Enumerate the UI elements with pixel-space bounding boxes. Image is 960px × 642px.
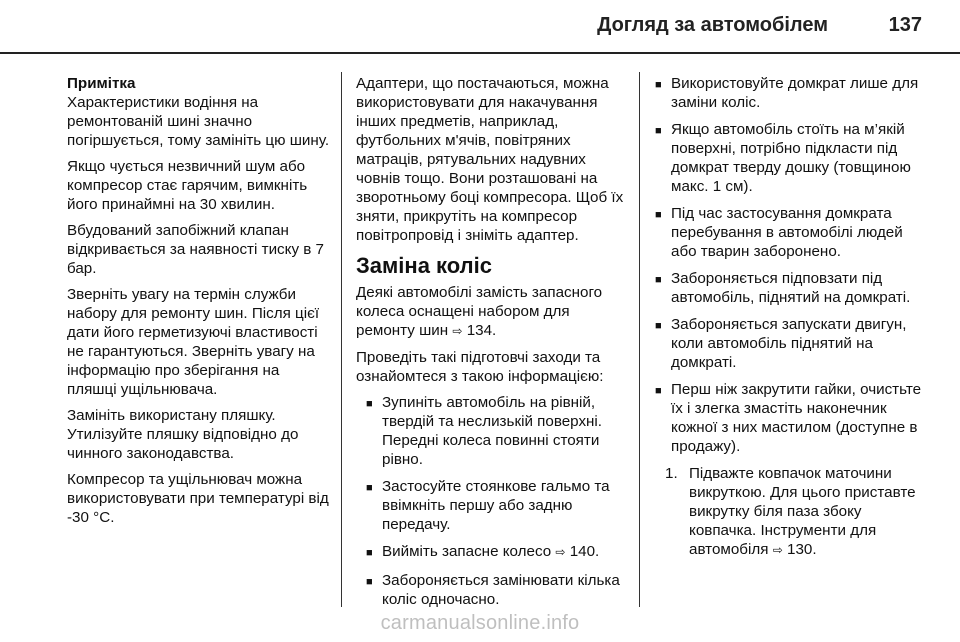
page-reference[interactable]: 140. — [569, 543, 600, 560]
page-title: Догляд за автомобілем — [597, 14, 828, 36]
arrow-reference-icon: ⇨ — [555, 545, 566, 559]
paragraph: Зверніть увагу на термін служби набору для ремонту шин. Після цієї дати його герметизуючі властивості не гарантуються. Зверніть увагу на інформацію про зберігання на пляшці ущільнювача. — [67, 286, 320, 398]
list-item: ■ Застосуйте стоянкове гальмо та ввімкніть першу або задню передачу. — [366, 478, 610, 533]
paragraph: Компресор та ущільнювач можна використовувати при температурі від -30 °C. — [67, 471, 329, 526]
list-item: ■ Забороняється замінювати кілька коліс одночасно. — [366, 572, 620, 608]
square-bullet-icon: ■ — [366, 547, 373, 559]
page-reference[interactable]: 134. — [466, 322, 497, 339]
page-reference[interactable]: 130. — [787, 541, 817, 558]
square-bullet-icon: ■ — [366, 576, 373, 588]
square-bullet-icon: ■ — [655, 79, 662, 91]
list-item: ■ Перш ніж закрутити гайки, очистьте їх і злегка змастіть наконечник кожної з них мастилом (доступне в продажу). — [655, 381, 922, 455]
paragraph: Якщо чується незвичний шум або компресор стає гарячим, вимкніть його принаймні на 30 хвилин. — [67, 158, 308, 213]
list-item — [366, 542, 626, 563]
paragraph-text: Деякі автомобілі замість запасного колеса оснащені набором для ремонту шин — [356, 284, 603, 339]
column-divider — [341, 72, 342, 607]
column-left — [67, 74, 332, 534]
square-bullet-icon: ■ — [655, 209, 662, 221]
column-middle — [356, 74, 626, 617]
page-header — [0, 0, 960, 52]
numbered-step — [665, 464, 930, 560]
list-item: ■ Забороняється запускати двигун, коли автомобіль піднятий на домкраті. — [655, 316, 907, 371]
list-item: ■ Під час застосування домкрата перебування в автомобілі людей або тварин заборонено. — [655, 205, 903, 260]
list-item: ■ Зупиніть автомобіль на рівній, твердій та неслизькій поверхні. Передні колеса повинні стояти рівно. — [366, 394, 603, 468]
square-bullet-icon: ■ — [655, 125, 662, 137]
step-number: 1. — [665, 465, 678, 482]
header-divider — [0, 52, 960, 54]
list-item: ■ Забороняється підповзати під автомобіль, піднятий на домкраті. — [655, 270, 911, 306]
paragraph: Проведіть такі підготовчі заходи та ознайомтеся з такою інформацією: — [356, 349, 604, 385]
list-item: ■ Використовуйте домкрат лише для заміни коліс. — [655, 75, 919, 111]
paragraph: Характеристики водіння на ремонтованій шині значно погіршується, тому замініть цю шину. — [67, 94, 330, 149]
page-number: 137 — [888, 14, 922, 36]
column-right — [655, 74, 930, 568]
square-bullet-icon: ■ — [655, 274, 662, 286]
square-bullet-icon: ■ — [366, 482, 373, 494]
note-title: Примітка — [67, 75, 136, 92]
arrow-reference-icon: ⇨ — [452, 324, 463, 338]
paragraph: Адаптери, що постачаються, можна використовувати для накачування інших предметів, наприклад, футбольних м'ячів, повітряних матраців, рятувальних надувних човнів тощо. Вони розташовані на зворотньому боці компресора. Щоб їх зняти, прикрутіть на компресор повітропровід і зніміть адаптер. — [356, 75, 624, 244]
column-divider — [639, 72, 640, 607]
paragraph: Замініть використану пляшку. Утилізуйте пляшку відповідно до чинного законодавства. — [67, 407, 299, 462]
watermark: carmanualsonline.info — [380, 612, 580, 634]
paragraph — [356, 283, 626, 341]
section-heading: Заміна коліс — [356, 253, 492, 278]
square-bullet-icon: ■ — [366, 398, 373, 410]
square-bullet-icon: ■ — [655, 320, 662, 332]
list-item: ■ Якщо автомобіль стоїть на м’якій поверхні, потрібно підкласти під домкрат тверду дошку (товщиною макс. 1 см). — [655, 121, 911, 195]
paragraph: Вбудований запобіжний клапан відкривається за наявності тиску в 7 бар. — [67, 222, 325, 277]
list-item-text: Вийміть запасне колесо — [382, 543, 552, 560]
arrow-reference-icon: ⇨ — [772, 543, 783, 557]
square-bullet-icon: ■ — [655, 385, 662, 397]
step-text: Підважте ковпачок маточини викруткою. Для цього приставте викрутку біля паза збоку ковпачка. Інструменти для автомобіля — [689, 465, 916, 558]
